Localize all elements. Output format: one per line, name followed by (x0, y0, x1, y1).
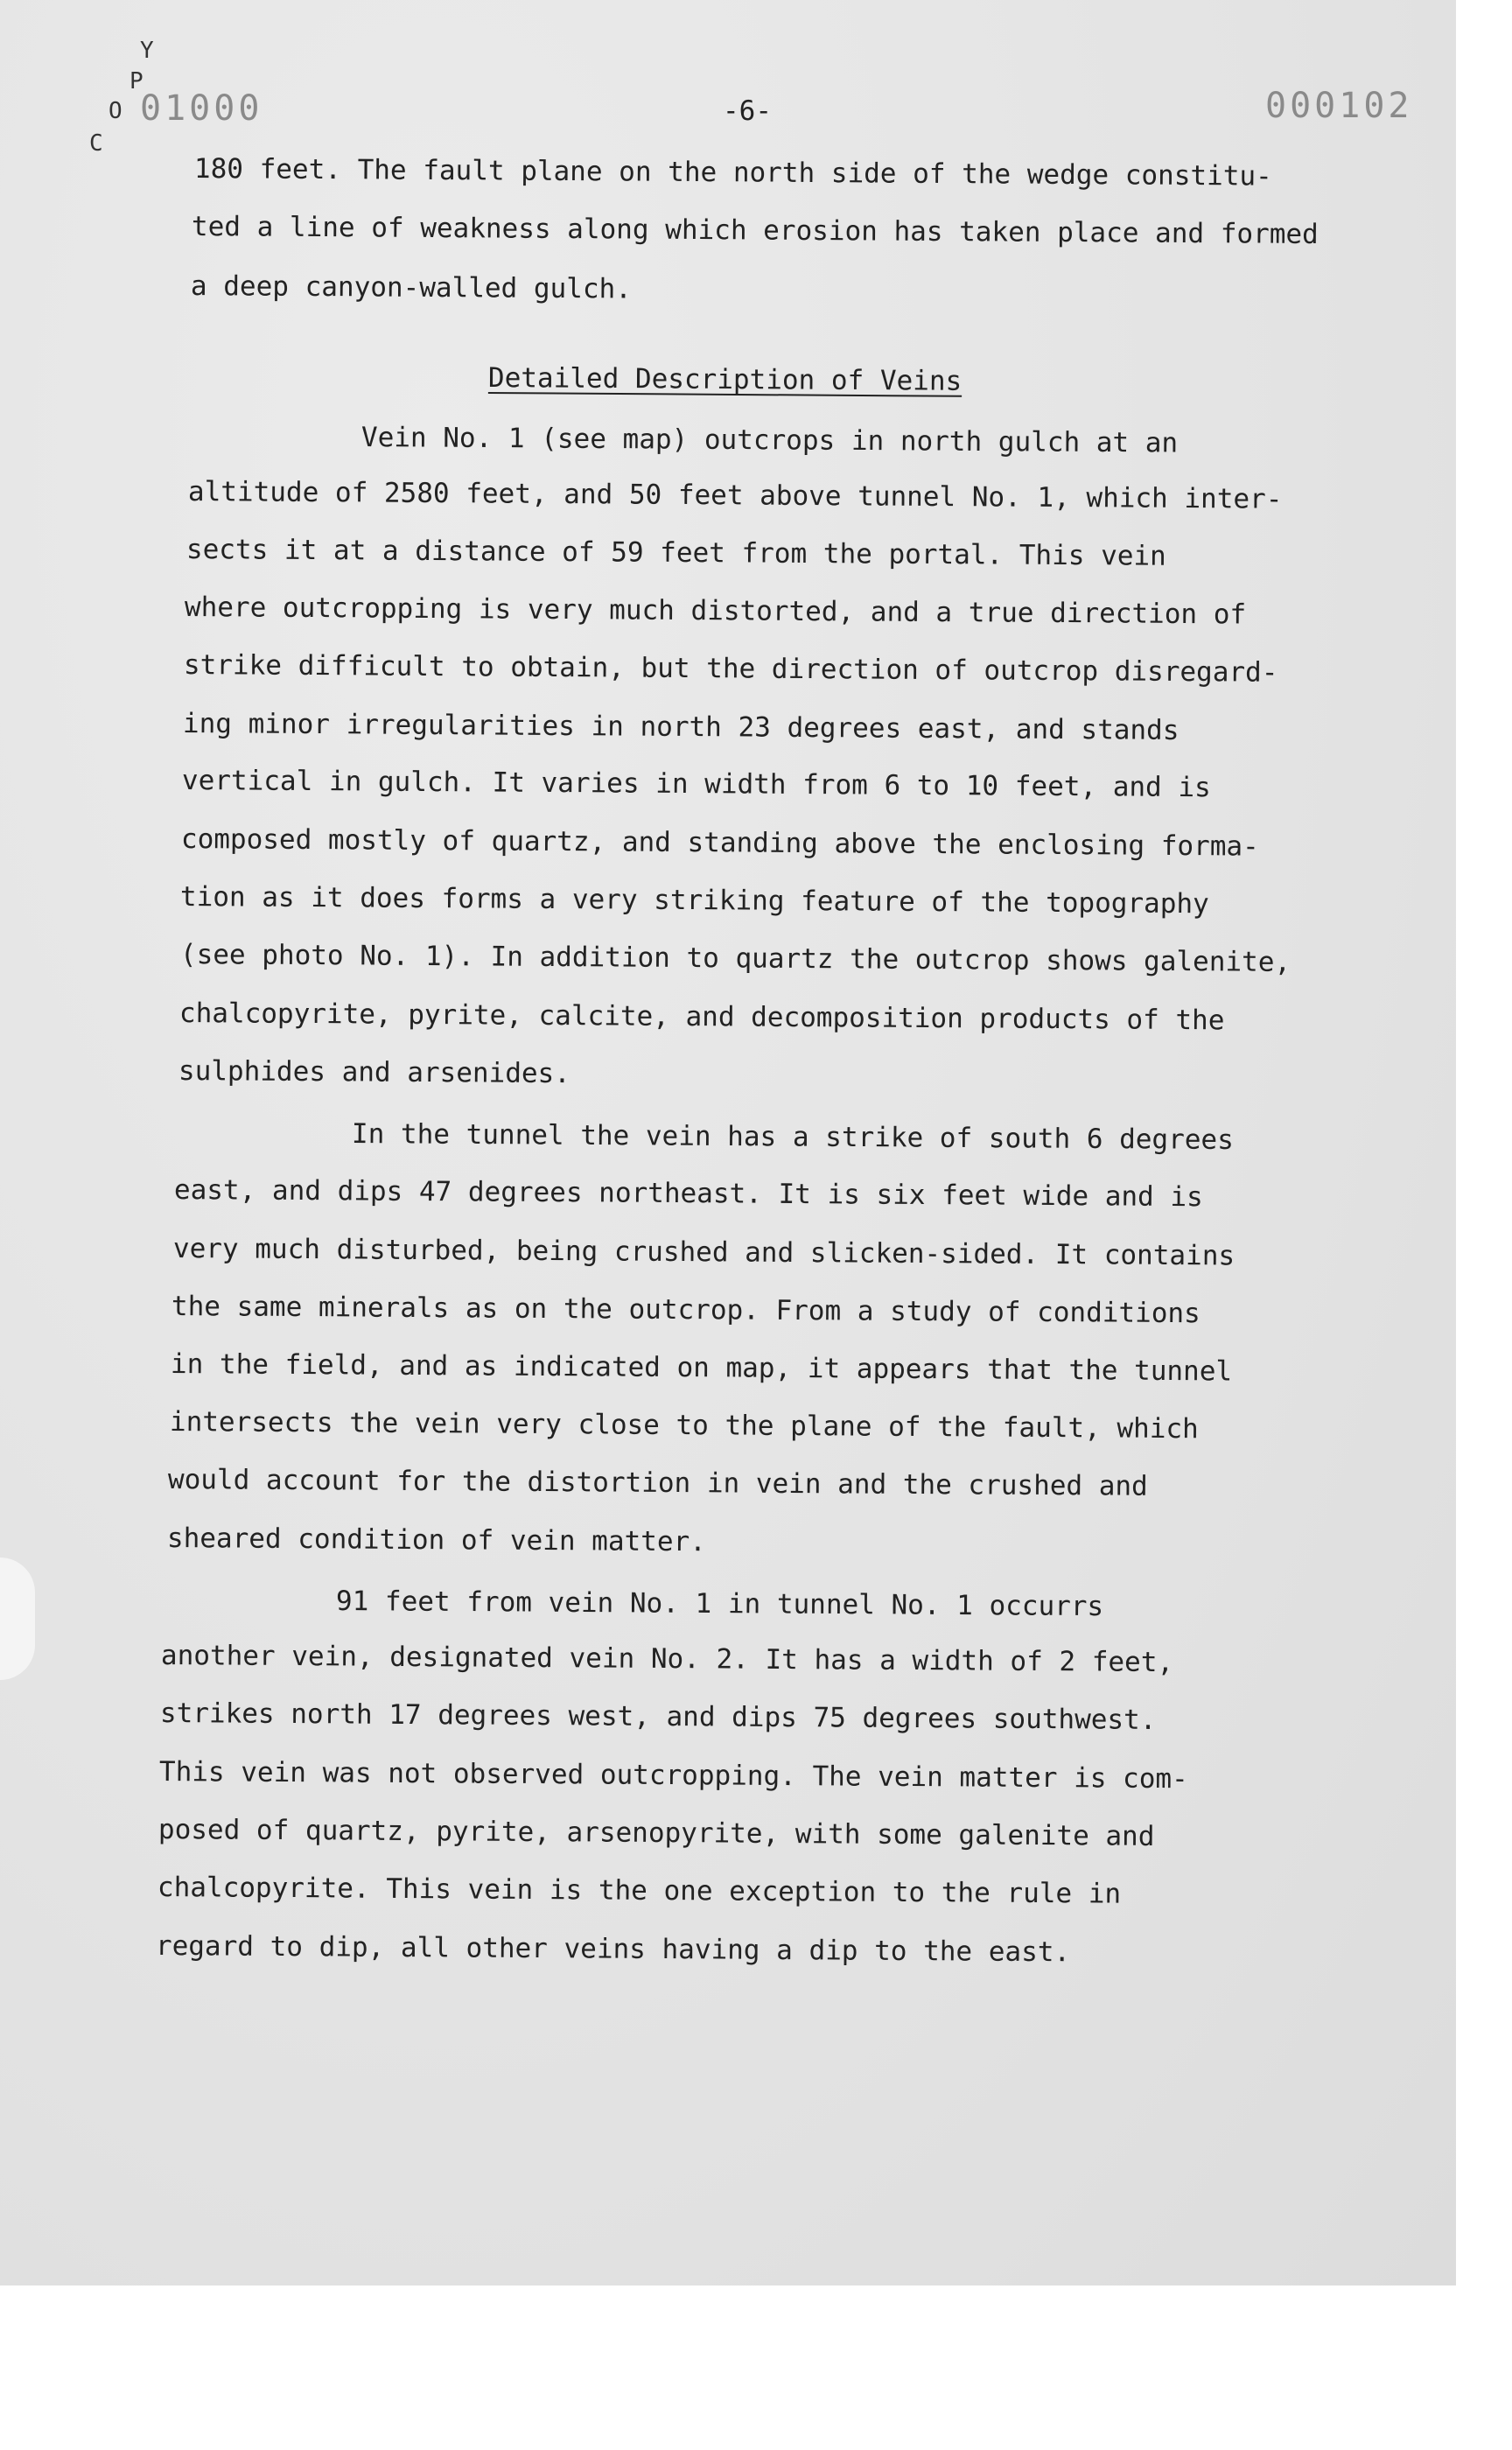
text-line: chalcopyrite, pyrite, calcite, and decomposition products of the (178, 998, 1225, 1037)
document-stamp-left: 01000 (140, 88, 263, 129)
text-line: altitude of 2580 feet, and 50 feet above tunnel No. 1, which inter- (187, 476, 1283, 515)
copy-mark-o: O (108, 98, 122, 124)
text-line: vertical in gulch. It varies in width from 6 to 10 feet, and is (181, 765, 1211, 804)
text-line: intersects the vein very close to the plane of the fault, which (169, 1406, 1199, 1446)
text-line: 180 feet. The fault plane on the north side of the wedge constitu- (193, 153, 1272, 192)
text-line: This vein was not observed outcropping. The vein matter is com- (158, 1756, 1188, 1796)
text-line: sulphides and arsenides. (178, 1055, 571, 1090)
text-line: a deep canyon-walled gulch. (190, 270, 633, 305)
text-line: very much disturbed, being crushed and slicken-sided. It contains (172, 1233, 1236, 1272)
text-line: in the field, and as indicated on map, it appears that the tunnel (170, 1348, 1233, 1388)
text-line: 91 feet from vein No. 1 in tunnel No. 1 occurrs (335, 1586, 1104, 1623)
section-heading: Detailed Description of Veins (487, 362, 962, 397)
copy-mark-y: Y (140, 38, 154, 64)
text-line: posed of quartz, pyrite, arsenopyrite, with some galenite and (158, 1814, 1155, 1852)
text-line: chalcopyrite. This vein is the one exception to the rule in (157, 1872, 1122, 1910)
text-line: would account for the distortion in vein and the crushed and (167, 1464, 1148, 1502)
page-number: -6- (723, 95, 772, 127)
text-line: sects it at a distance of 59 feet from the portal. This vein (186, 534, 1166, 572)
text-line: the same minerals as on the outcrop. From a study of conditions (171, 1291, 1200, 1330)
copy-mark-p: P (130, 68, 144, 94)
text-line: another vein, designated vein No. 2. It has a width of 2 feet, (160, 1640, 1174, 1679)
scan-edge-highlight (0, 1558, 35, 1680)
text-line: ing minor irregularities in north 23 degrees east, and stands (182, 708, 1180, 746)
text-line: strikes north 17 degrees west, and dips 75 degrees southwest. (159, 1698, 1157, 1736)
text-line: tion as it does forms a very striking feature of the topography (179, 881, 1209, 920)
copy-mark-c: C (89, 130, 103, 157)
text-line: sheared condition of vein matter. (166, 1522, 707, 1558)
text-line: In the tunnel the vein has a strike of south 6 degrees (351, 1118, 1234, 1157)
text-line: strike difficult to obtain, but the direction of outcrop disregard- (183, 649, 1278, 689)
text-line: east, and dips 47 degrees northeast. It is six feet wide and is (173, 1174, 1203, 1214)
text-line: regard to dip, all other veins having a dip to the east. (155, 1930, 1071, 1969)
text-line: ted a line of weakness along which erosion has taken place and formed (191, 211, 1319, 250)
text-line: (see photo No. 1). In addition to quartz the outcrop shows galenite, (179, 939, 1292, 978)
text-line: where outcropping is very much distorted, and a true direction of (184, 592, 1247, 631)
text-line: composed mostly of quartz, and standing above the enclosing forma- (180, 823, 1259, 863)
document-stamp-right: 000102 (1265, 86, 1413, 126)
text-line: Vein No. 1 (see map) outcrops in north gulch at an (360, 422, 1179, 459)
